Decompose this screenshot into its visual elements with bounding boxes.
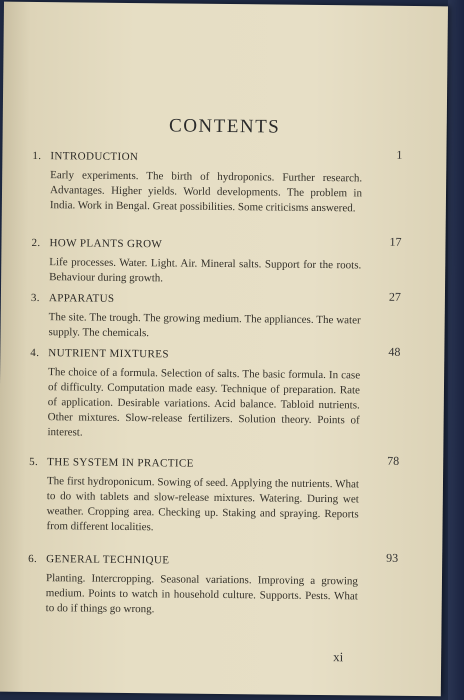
chapter-number: 3. [30, 291, 41, 305]
chapter-2 [31, 234, 402, 288]
chapter-page-number: 78 [387, 453, 400, 468]
chapter-title: APPARATUS [48, 292, 115, 305]
chapter-heading [30, 347, 360, 362]
chapter-description: Early experiments. The birth of hydroponics. Further research. Advantages. Higher yields. World developments. The problem in India. Work in Bengal. Great possibilities. Some criticisms answered. [49, 169, 363, 215]
chapter-title: HOW PLANTS GROW [49, 237, 163, 251]
chapter-description: Life processes. Water. Light. Air. Mineral salts. Support for the roots. Behaviour during growth. [49, 256, 362, 285]
chapter-description: The choice of a formula. Selection of salts. The basic formula. In case of difficulty. Computation made easy. Technique of preparation. Rate of application. Desirable variations. Acid balance. Tabloid nutrients. Other mixtures. Slow-release fertilizers. Solution theory. Points of interest. [47, 366, 361, 439]
chapter-page-number: 1 [396, 147, 403, 162]
chapter-heading [28, 553, 358, 568]
chapter-title: THE SYSTEM IN PRACTICE [47, 456, 194, 470]
chapter-4 [29, 344, 401, 443]
page-folio: xi [333, 649, 344, 665]
chapter-5 [28, 453, 400, 537]
chapter-page-number: 93 [386, 550, 399, 565]
chapter-number: 2. [31, 236, 41, 250]
chapter-heading [29, 456, 359, 471]
chapter-heading [32, 150, 362, 165]
chapter-title: INTRODUCTION [50, 150, 139, 164]
book-page [0, 2, 448, 697]
chapter-number: 6. [28, 552, 38, 566]
chapter-6 [28, 550, 399, 619]
chapter-description: Planting. Intercropping. Seasonal variations. Improving a growing medium. Points to watch in household culture. Supports. Pests. What to do if things go wrong. [45, 572, 359, 616]
chapter-1 [32, 147, 403, 216]
chapter-title: GENERAL TECHNIQUE [46, 553, 170, 567]
chapter-page-number: 48 [388, 344, 401, 359]
chapter-page-number: 17 [389, 234, 402, 249]
chapter-number: 5. [29, 455, 39, 469]
chapter-heading [31, 237, 361, 252]
chapter-description: The site. The trough. The growing medium. The appliances. The water supply. The chemicals. [48, 311, 361, 340]
chapter-title: NUTRIENT MIXTURES [48, 347, 169, 361]
page-title: CONTENTS [168, 115, 281, 138]
chapter-3 [30, 289, 402, 343]
chapter-description: The first hydroponicum. Sowing of seed. Applying the nutrients. What to do with tablets and slow-release mixtures. Watering. During wet weather. Cropping area. Checking up. Staking and spraying. Reports from different localities. [46, 475, 360, 534]
chapter-page-number: 27 [388, 289, 402, 304]
chapter-number: 4. [30, 346, 40, 360]
chapter-heading [31, 292, 361, 307]
background-edge [448, 0, 464, 700]
chapter-number: 1. [32, 149, 42, 163]
